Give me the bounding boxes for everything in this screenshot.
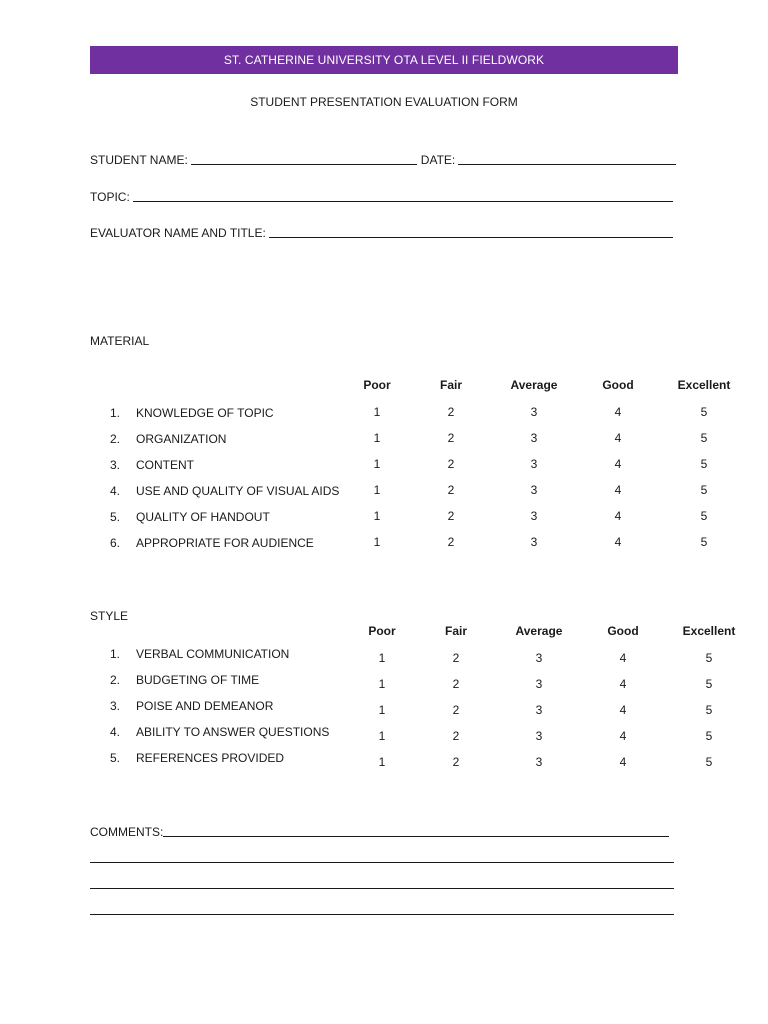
style-item-number: 3. [110,699,121,713]
material-score-option[interactable]: 5 [700,509,708,523]
style-score-option[interactable]: 2 [452,703,460,717]
student-name-label: STUDENT NAME: [90,153,188,167]
material-item [110,458,194,472]
material-item-number: 1. [110,406,121,420]
material-item-number: 6. [110,536,121,550]
style-header-good: Good [607,624,639,638]
form-title: STUDENT PRESENTATION EVALUATION FORM [250,95,518,109]
style-score-option[interactable]: 2 [452,755,460,769]
style-item-label: POISE AND DEMEANOR [136,699,274,713]
material-item-label: KNOWLEDGE OF TOPIC [136,406,274,420]
material-item [110,432,226,446]
style-score-option[interactable]: 3 [535,755,543,769]
style-item-number: 2. [110,673,121,687]
style-item-number: 4. [110,725,121,739]
style-item-label: VERBAL COMMUNICATION [136,647,290,661]
comments-field-line-3[interactable] [90,888,674,889]
material-item [110,406,274,420]
material-header-average: Average [510,378,558,392]
style-item [110,647,289,661]
style-score-option[interactable]: 5 [705,755,713,769]
material-header-excellent: Excellent [677,378,731,392]
material-score-option[interactable]: 2 [447,509,455,523]
style-item [110,699,273,713]
style-header-excellent: Excellent [682,624,736,638]
style-score-option[interactable]: 3 [535,651,543,665]
style-header-fair: Fair [444,624,467,638]
style-score-option[interactable]: 5 [705,729,713,743]
comments-field-line-2[interactable] [90,862,674,863]
comments-label: COMMENTS: [90,825,164,839]
material-item-number: 2. [110,432,121,446]
material-score-option[interactable]: 3 [530,509,538,523]
material-score-option[interactable]: 2 [447,483,455,497]
material-score-option[interactable]: 1 [373,483,381,497]
style-score-option[interactable]: 4 [619,729,627,743]
material-score-option[interactable]: 3 [530,405,538,419]
material-header-good: Good [602,378,634,392]
style-header-poor: Poor [368,624,396,638]
style-score-option[interactable]: 5 [705,703,713,717]
material-score-option[interactable]: 1 [373,405,381,419]
material-score-option[interactable]: 5 [700,405,708,419]
material-score-option[interactable]: 3 [530,431,538,445]
style-score-option[interactable]: 3 [535,703,543,717]
material-section-title: MATERIAL [90,334,150,348]
material-score-option[interactable]: 2 [447,535,455,549]
topic-field[interactable] [133,189,673,202]
topic-row [90,188,673,204]
university-banner: ST. CATHERINE UNIVERSITY OTA LEVEL II FIELDWORK [90,46,678,74]
material-score-option[interactable]: 4 [614,509,622,523]
material-score-option[interactable]: 4 [614,431,622,445]
style-item-label: BUDGETING OF TIME [136,673,260,687]
style-section-title: STYLE [90,609,129,623]
style-score-option[interactable]: 2 [452,729,460,743]
comments-row [90,823,669,839]
style-score-option[interactable]: 4 [619,703,627,717]
material-item-number: 5. [110,510,121,524]
material-score-option[interactable]: 4 [614,535,622,549]
material-item-label: QUALITY OF HANDOUT [136,510,270,524]
style-item [110,751,284,765]
style-item-label: REFERENCES PROVIDED [136,751,285,765]
material-score-option[interactable]: 3 [530,535,538,549]
material-item-label: ORGANIZATION [136,432,227,446]
style-item-number: 1. [110,647,121,661]
material-score-option[interactable]: 5 [700,431,708,445]
style-score-option[interactable]: 5 [705,677,713,691]
material-score-option[interactable]: 1 [373,431,381,445]
date-field[interactable] [458,152,676,165]
material-item [110,510,270,524]
material-item [110,484,339,498]
material-score-option[interactable]: 3 [530,483,538,497]
style-score-option[interactable]: 2 [452,677,460,691]
style-score-option[interactable]: 1 [378,729,386,743]
material-item-number: 3. [110,458,121,472]
material-score-option[interactable]: 3 [530,457,538,471]
style-score-option[interactable]: 1 [378,651,386,665]
style-score-option[interactable]: 3 [535,677,543,691]
student-name-row [90,151,676,167]
material-score-option[interactable]: 2 [447,405,455,419]
material-header-poor: Poor [363,378,391,392]
style-score-option[interactable]: 3 [535,729,543,743]
style-score-option[interactable]: 1 [378,755,386,769]
material-score-option[interactable]: 4 [614,457,622,471]
style-item-label: ABILITY TO ANSWER QUESTIONS [136,725,330,739]
material-item [110,536,314,550]
style-score-option[interactable]: 2 [452,651,460,665]
material-score-option[interactable]: 1 [373,535,381,549]
date-label: DATE: [420,153,456,167]
material-item-label: USE AND QUALITY OF VISUAL AIDS [136,484,340,498]
style-score-option[interactable]: 4 [619,677,627,691]
student-name-field[interactable] [191,152,417,165]
material-score-option[interactable]: 1 [373,509,381,523]
material-score-option[interactable]: 5 [700,457,708,471]
material-score-option[interactable]: 5 [700,483,708,497]
style-score-option[interactable]: 5 [705,651,713,665]
material-item-number: 4. [110,484,121,498]
style-item [110,673,259,687]
material-score-option[interactable]: 2 [447,431,455,445]
topic-label: TOPIC: [90,190,130,204]
material-item-label: CONTENT [136,458,194,472]
material-score-option[interactable]: 4 [614,483,622,497]
material-header-fair: Fair [439,378,462,392]
evaluator-row [90,224,673,240]
material-score-option[interactable]: 4 [614,405,622,419]
comments-field-line-1[interactable] [163,824,669,837]
material-score-option[interactable]: 1 [373,457,381,471]
style-score-option[interactable]: 1 [378,677,386,691]
material-score-option[interactable]: 2 [447,457,455,471]
material-item-label: APPROPRIATE FOR AUDIENCE [136,536,314,550]
style-score-option[interactable]: 1 [378,703,386,717]
evaluator-field[interactable] [269,225,673,238]
style-item [110,725,329,739]
style-header-average: Average [515,624,563,638]
style-item-number: 5. [110,751,121,765]
evaluator-label: EVALUATOR NAME AND TITLE: [90,226,266,240]
style-score-option[interactable]: 4 [619,651,627,665]
comments-field-line-4[interactable] [90,914,674,915]
style-score-option[interactable]: 4 [619,755,627,769]
material-score-option[interactable]: 5 [700,535,708,549]
